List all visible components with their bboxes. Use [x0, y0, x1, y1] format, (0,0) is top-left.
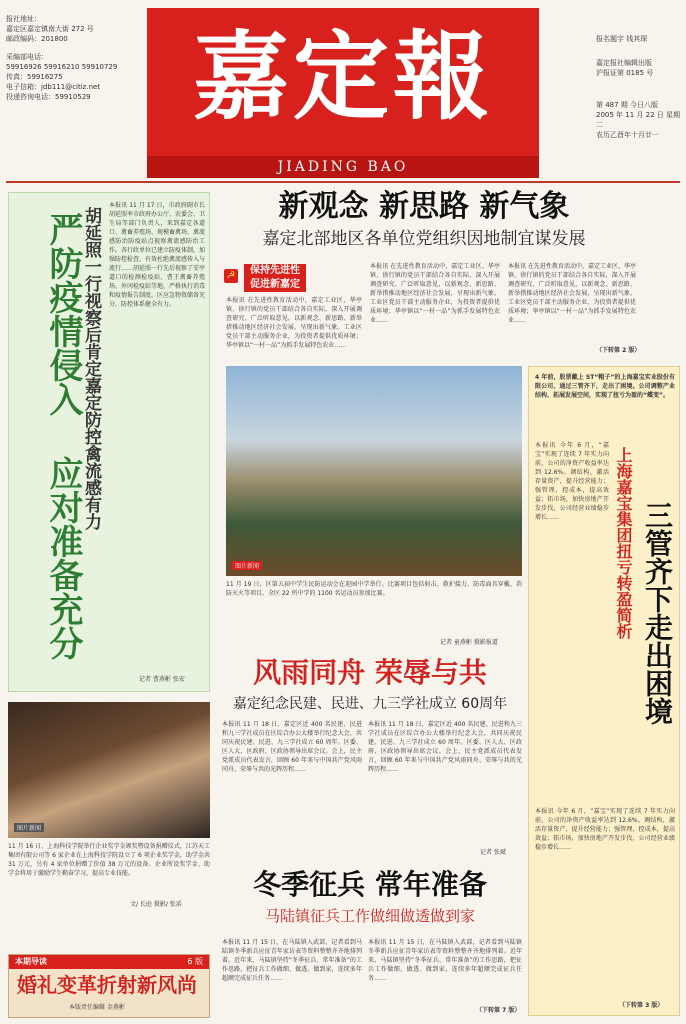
- right-story-body-col2: 本报讯 今年 6 月，“嘉宝”实现了连续 7 年实力向前，公司的净资产收益率达到 12.6%。调结构，激活存量资产，提升经营能力；强管理，控成本，提高效益；拓市场，加快房地产开发步伐，公司经营业绩稳步增长……: [535, 808, 675, 851]
- main-story-body-col1: 本报讯 在先进性教育活动中，嘉定工业区、华亭镇、徐行镇的党员干部结合各自实际，深入开展调查研究、广泛听取意见，以新观念、新思路、新举措推动地区经济社会发展，呈现出新气象。工业区党员干部主动服务企业，为投资者提供优质环境；华亭镇以“一村一品”为抓手发展特色农业……: [226, 297, 362, 349]
- photo-tag: 图片新闻: [14, 823, 44, 832]
- right-story-body-col1: 本报讯 今年 6 月，“嘉宝”实现了连续 7 年实力向前，公司的净资产收益率达到 12.6%。调结构，激活存量资产，提升经营能力；强管理，控成本，提高效益；拓市场，加快房地产开发步伐，公司经营业绩稳步增长……: [535, 442, 609, 521]
- page-guide-page: 6 版: [187, 957, 203, 966]
- right-story-intro: 4 年前，股票戴上 ST“帽子”的上海嘉宝实业股份有限公司，通过三管齐下，走出了困境。公司调整产业结构、拓展发展空间，实现了扭亏为盈的“蝶变”。: [535, 374, 675, 399]
- right-story-subhead: 上海嘉宝集团扭亏转盈简析: [614, 447, 633, 639]
- main-story-body-col2: 本报讯 在先进性教育活动中，嘉定工业区、华亭镇、徐行镇的党员干部结合各自实际，深入开展调查研究、广泛听取意见，以新观念、新思路、新举措推动地区经济社会发展，呈现出新气象。工业区党员干部主动服务企业，为投资者提供优质环境；华亭镇以“一村一品”为抓手发展特色农业……: [370, 263, 500, 324]
- main-subhead: 嘉定北部地区各单位党组织因地制宜谋发展: [262, 229, 586, 249]
- right-story-continued: （下转第 3 版）: [619, 1002, 664, 1009]
- award-photo-byline: 文/ 长庭 摄影/ 张滔: [130, 901, 182, 908]
- main-photo-tag: 图片新闻: [232, 561, 262, 570]
- militia-photo-byline: 记者 童燕彬 摄影报道: [440, 639, 498, 646]
- award-photo: [8, 702, 210, 838]
- left-story-subhead: 胡延照一行视察后肯定嘉定防控禽流感有力: [81, 207, 101, 530]
- story2-headline: 风雨同舟 荣辱与共: [253, 656, 487, 689]
- story3-continued: （下转第 7 版）: [476, 1007, 521, 1014]
- phone-label: 采编部电话：: [6, 53, 48, 61]
- issue-info: [596, 34, 684, 140]
- main-story-body-col3: 本报讯 在先进性教育活动中，嘉定工业区、华亭镇、徐行镇的党员干部结合各自实际，深入开展调查研究、广泛听取意见，以新观念、新思路、新举措推动地区经济社会发展，呈现出新气象。工业区党员干部主动服务企业，为投资者提供优质环境；华亭镇以“一村一品”为抓手发展特色农业……: [508, 263, 636, 324]
- story2-body-col1: 本报讯 11 月 18 日，嘉定区近 400 名民建、民进和九三学社成员在区综合办公大楼举行纪念大会，共同庆祝民建、民进、九三学社成立 60 周年。区委、区人大、区政府、区政协领导出席会议。会上，民主党派成员代表发言，回顾 60 年来与中国共产党风雨同舟、荣辱与共的光辉历程……: [222, 721, 362, 773]
- right-story-headline: 三管齐下走出困境: [641, 501, 674, 725]
- right-story: [528, 366, 680, 1016]
- militia-photo-caption: 11 月 19 日，区第五届中学生民防运动会在迎园中学举行。比赛项目包括射击、救护接力、防毒面具穿戴、消防灭火等项目，全区 22 所中学的 1100 名运动员参加比赛。: [226, 581, 522, 597]
- complaint-phone: 投递咨询电话：59910529: [6, 93, 91, 101]
- postcode: 邮政编码：201800: [6, 35, 68, 43]
- publisher-name: 嘉定报社编辑出版: [596, 59, 652, 67]
- story3-body-col1: 本报讯 11 月 15 日，在马陆镇入武部，记者看到马陆镇冬季新兵应征青年家访表等资料整整齐齐地排列着。近年来，马陆镇坚持“冬季征兵、常年准备”的工作思路，把征兵工作做细、做透、做到家，连续多年超额完成征兵任务……: [222, 939, 362, 982]
- issue-date: 2005 年 11 月 22 日 星期二: [596, 111, 680, 129]
- page-guide-editor: 本版责任编辑 金燕彬: [69, 1004, 125, 1011]
- calligraphy-credit: 报名题字 钱其琛: [596, 35, 648, 43]
- masthead: [147, 8, 539, 178]
- left-story-headline: 严防疫情侵入 应对准备充分: [43, 212, 83, 660]
- left-story: [8, 192, 210, 692]
- story3-headline: 冬季征兵 常年准备: [253, 868, 487, 901]
- page-guide-bar: [9, 955, 209, 969]
- page-guide: [8, 954, 210, 1018]
- main-story-continued: （下转第 2 版）: [596, 347, 641, 354]
- main-headline: 新观念 新思路 新气象: [278, 189, 570, 224]
- newspaper-pinyin: JIADING BAO: [147, 156, 539, 178]
- party-emblem-icon: ☭: [224, 269, 238, 283]
- publisher-info: [6, 14, 146, 102]
- award-photo-caption: 11 月 16 日，上海科技学院举行企业奖学金颁奖暨设备捐赠仪式，江苏天工集团有限公司等 6 家企业在上海科技学院设立了 6 项企业奖学金，助学金共 31 万元，另有 4 家单位捐赠了价值 38 万元的设备。企业所设奖学金、助学金将用于激励学生勤奋学习，提高专业技能。: [8, 843, 210, 877]
- left-story-byline: 记者 曹燕彬 张宏: [139, 676, 185, 683]
- issue-number: 第 487 期 今日八版: [596, 101, 659, 109]
- page-guide-label: 本期导读: [15, 957, 47, 966]
- email: 电子信箱：jdb111@citiz.net: [6, 83, 101, 91]
- permit-number: 沪报证第 0185 号: [596, 69, 654, 77]
- story2-body-col2: 本报讯 11 月 18 日，嘉定区近 400 名民建、民进和九三学社成员在区综合办公大楼举行纪念大会，共同庆祝民建、民进、九三学社成立 60 周年。区委、区人大、区政府、区政协领导出席会议。会上，民主党派成员代表发言，回顾 60 年来与中国共产党风雨同舟、荣辱与共的光辉历程……: [368, 721, 522, 773]
- page-guide-headline[interactable]: 婚礼变革折射新风尚: [17, 973, 197, 997]
- phone-numbers: 59916926 59916210 59910729: [6, 63, 118, 71]
- party-badge: [224, 262, 364, 292]
- fax: 传真：59916275: [6, 73, 63, 81]
- address: 嘉定区嘉定镇南大街 272 号: [6, 25, 94, 33]
- story2-subhead: 嘉定纪念民建、民进、九三学社成立 60周年: [232, 696, 508, 712]
- story2-byline: 记者 张斌: [480, 849, 506, 856]
- top-divider: [6, 181, 680, 183]
- badge-line-1: 保持先进性: [244, 264, 306, 278]
- address-label: 报社地址：: [6, 15, 41, 23]
- lunar-date: 农历乙酉年十月廿一: [596, 131, 659, 139]
- badge-line-2: 促进新嘉定: [244, 278, 306, 292]
- newspaper-title: 嘉定報: [193, 20, 493, 133]
- militia-photo: [226, 366, 522, 576]
- left-story-body: 本报讯 11 月 17 日，市政府副市长胡延照率市政府办公厅、农委会、卫生局等部门负责人，来到嘉定各道口、禽畜养殖场、规模畜禽场、禽流感防治防疫站点视察禽流感防治工作。各行政单位已建立防疫体制，加强防控检查，有效杜绝禽流感传入与流行……胡延照一行先后视察了安亭道口的检测检疫站、曹王禽畜养殖场、外冈检疫站等地，严格执行消毒和疫情报告制度。区应急物资储备充分，防控体系健全有力。: [109, 202, 205, 308]
- story3-body-col2: 本报讯 11 月 15 日，在马陆镇入武部，记者看到马陆镇冬季新兵应征青年家访表等资料整整齐齐地排列着。近年来，马陆镇坚持“冬季征兵、常年准备”的工作思路，把征兵工作做细、做透、做到家，连续多年超额完成征兵任务……: [368, 939, 522, 982]
- story3-subhead: 马陆镇征兵工作做细做透做到家: [264, 907, 475, 925]
